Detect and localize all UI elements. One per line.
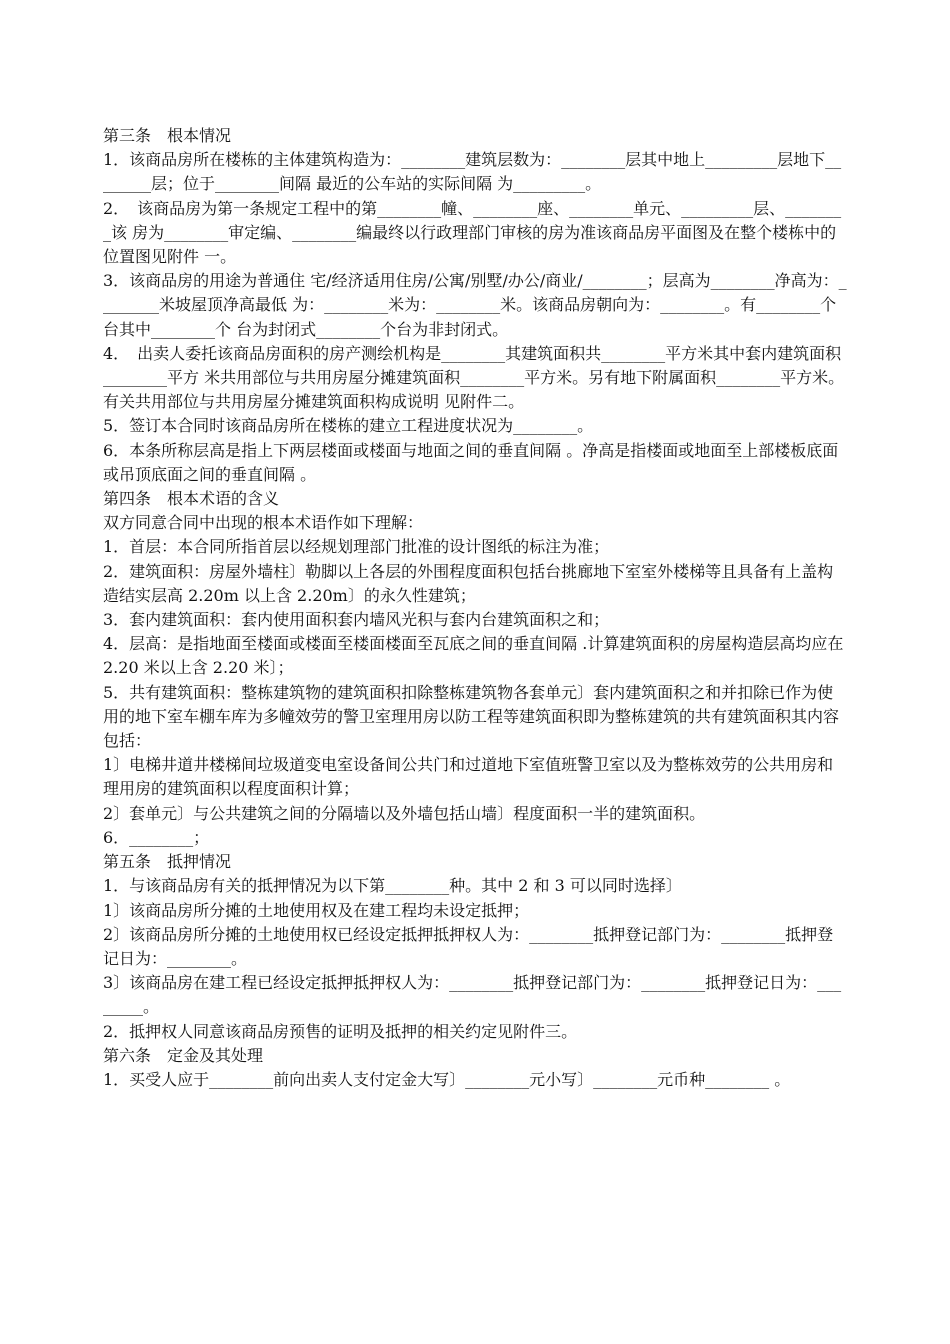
- article-3-item-1: 1．该商品房所在楼栋的主体建筑构造为：________建筑层数为：________层其中地上_________层地下________层；位于________间隔 最近的公车站的实际间隔 为_________。: [103, 150, 842, 194]
- article-5-item-1-sub-2: 2〕该商品房所分摊的土地使用权已经设定抵押抵押权人为：________抵押登记部门为：________抵押登记日为：________。: [103, 924, 834, 968]
- article-6-item-1: 1．买受人应于________前向出卖人支付定金大写〕________元小写〕________元币种________ 。: [103, 1069, 791, 1089]
- article-3-item-2: 2． 该商品房为第一条规定工程中的第________幢、________座、________单元、_________层、________该 房为________审定编、________编最终以行政理部门审核的房为准该商品房平面图及在整个楼栋中的位置图见附件 一。: [103, 198, 842, 267]
- article-5-item-1: 1．与该商品房有关的抵押情况为以下第________种。其中 2 和 3 可以同时选择〕: [103, 876, 682, 896]
- article-4-item-3: 3．套内建筑面积：套内使用面积套内墙风光积与套内台建筑面积之和；: [103, 610, 610, 630]
- article-4-item-1: 1．首层：本合同所指首层以经规划理部门批准的设计图纸的标注为准；: [103, 537, 610, 557]
- article-4-item-5: 5．共有建筑面积：整栋建筑物的建筑面积扣除整栋建筑物各套单元〕套内建筑面积之和并扣除已作为使用的地下室车棚车库为多幢效劳的警卫室理用房以防工程等建筑面积即为整栋建筑的共有建筑面积其内容包括：: [103, 682, 840, 751]
- article-5-heading: 第五条 抵押情况: [103, 852, 232, 872]
- article-4-item-5-sub-2: 2〕套单元〕与公共建筑之间的分隔墙以及外墙包括山墙〕程度面积一半的建筑面积。: [103, 803, 706, 823]
- article-3-item-5: 5．签订本合同时该商品房所在楼栋的建立工程进度状况为________。: [103, 416, 594, 436]
- article-4-intro: 双方同意合同中出现的根本术语作如下理解：: [103, 513, 424, 533]
- article-5-item-2: 2．抵押权人同意该商品房预售的证明及抵押的相关约定见附件三。: [103, 1021, 578, 1041]
- article-3-item-4: 4． 出卖人委托该商品房面积的房产测绘机构是________其建筑面积共________平方米其中套内建筑面积________平方 米共用部位与共用房屋分摊建筑面积________平方米。另有地下附属面积________平方米。有关共用部位与共用房屋分摊建筑面积构成说明 见附件二。: [103, 343, 845, 412]
- article-5-item-1-sub-3: 3〕该商品房在建工程已经设定抵押抵押权人为：________抵押登记部门为：________抵押登记日为：________。: [103, 973, 842, 1017]
- article-4-item-5-sub-1: 1〕电梯井道井楼梯间垃圾道变电室设备间公共门和过道地下室值班警卫室以及为整栋效劳的公共用房和理用房的建筑面积以程度面积计算；: [103, 755, 834, 799]
- article-4-heading: 第四条 根本术语的含义: [103, 489, 280, 509]
- article-4-item-4: 4．层高：是指地面至楼面或楼面至楼面楼面至瓦底之间的垂直间隔 .计算建筑面积的房屋构造层高均应在 2.20 米以上含 2.20 米〕；: [103, 634, 844, 678]
- article-3-item-6: 6．本条所称层高是指上下两层楼面或楼面与地面之间的垂直间隔 。净高是指楼面或地面至上部楼板底面或吊顶底面之间的垂直间隔 。: [103, 440, 839, 484]
- contract-page: [103, 124, 848, 1092]
- article-3-item-3: 3．该商品房的用途为普通住 宅/经济适用住房/公寓/别墅/办公/商业/________；层高为________净高为：________米坡屋顶净高最低 为：________米为：________米。该商品房朝向为：________。有________个台其中________个 台为封闭式________个台为非封闭式。: [103, 271, 847, 339]
- article-5-item-1-sub-1: 1〕该商品房所分摊的土地使用权及在建工程均未设定抵押；: [103, 900, 530, 920]
- article-6-heading: 第六条 定金及其处理: [103, 1045, 264, 1065]
- article-3-heading: 第三条 根本情况: [103, 126, 232, 145]
- article-4-item-2: 2．建筑面积：房屋外墙柱〕勒脚以上各层的外围程度面积包括台挑廊地下室室外楼梯等且具备有上盖构造结实层高 2.20m 以上含 2.20m〕的永久性建筑；: [103, 561, 834, 605]
- article-4-item-6: 6．________；: [103, 827, 210, 847]
